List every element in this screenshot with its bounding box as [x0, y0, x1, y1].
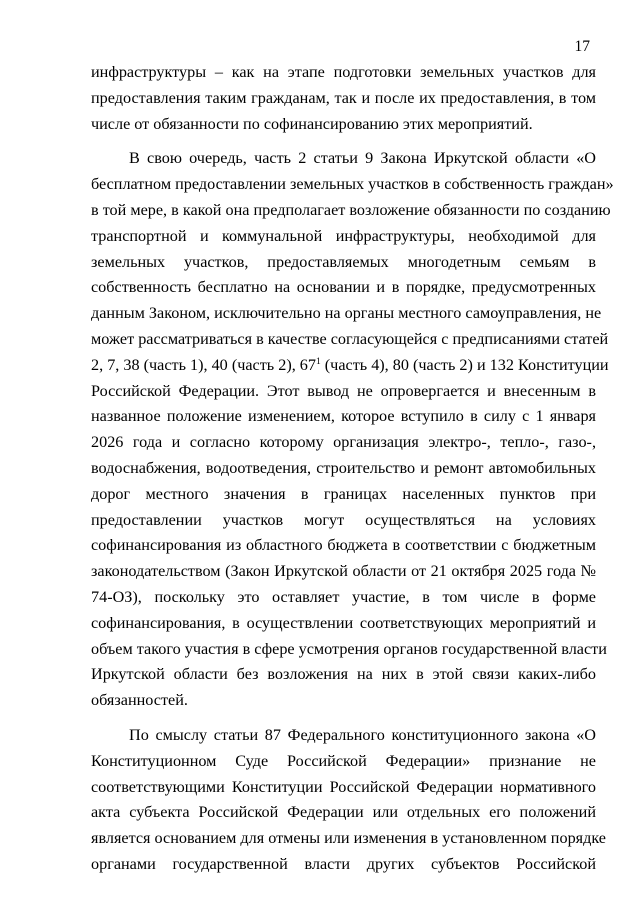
- text-line: обязанностей.: [91, 691, 188, 710]
- document-body: [91, 60, 614, 878]
- text-line: бесплатном предоставлении земельных участков в собственность граждан»: [91, 175, 614, 194]
- text-line: данным Законом, исключительно на органы местного самоуправления, не: [91, 304, 602, 323]
- text-line: является основанием для отмены или изменения в установленном порядке: [91, 829, 606, 848]
- text-segment: (часть 4), 80 (часть 2) и 132 Конституции: [320, 355, 609, 374]
- superscript: 1: [316, 356, 321, 367]
- text-segment: 2, 7, 38 (часть 1), 40 (часть 2), 67: [91, 355, 316, 374]
- text-line: транспортной и коммунальной инфраструктуры, необходимой для: [91, 226, 596, 245]
- text-line: дорог местного значения в границах населенных пунктов при: [91, 484, 596, 503]
- text-line: названное положение изменением, которое вступило в силу с 1 января: [91, 407, 596, 426]
- text-line: собственность бесплатно на основании и в порядке, предусмотренных: [91, 278, 596, 297]
- text-line: органами государственной власти других субъектов Российской: [91, 854, 596, 873]
- text-line: Конституционном Суде Российской Федерации» признание не: [91, 751, 596, 770]
- paragraph-3: [91, 723, 606, 878]
- text-line: софинансирования из областного бюджета в соответствии с бюджетным: [91, 536, 596, 555]
- text-line: числе от обязанности по софинансированию этих мероприятий.: [91, 114, 533, 133]
- text-line: Российской Федерации. Этот вывод не опровергается и внесенным в: [91, 381, 596, 400]
- text-line: земельных участков, предоставляемых многодетным семьям в: [91, 252, 596, 271]
- text-line: предоставлении участков могут осуществляться на условиях: [91, 510, 596, 529]
- text-line: софинансирования, в осуществлении соответствующих мероприятий и: [91, 613, 596, 632]
- text-line: По смыслу статьи 87 Федерального конституционного закона «О: [129, 725, 596, 744]
- paragraph-1: [91, 60, 596, 137]
- text-line: водоснабжения, водоотведения, строительство и ремонт автомобильных: [91, 458, 596, 477]
- text-line: объем такого участия в сфере усмотрения органов государственной власти: [91, 639, 607, 658]
- text-line: акта субъекта Российской Федерации или отдельных его положений: [91, 803, 596, 822]
- text-line: в той мере, в какой она предполагает возложение обязанности по созданию: [91, 200, 611, 219]
- text-line: предоставления таким гражданам, так и после их предоставления, в том: [91, 88, 596, 107]
- text-line: инфраструктуры – как на этапе подготовки земельных участков для: [91, 63, 596, 81]
- text-line: законодательством (Закон Иркутской области от 21 октября 2025 года №: [91, 562, 596, 581]
- text-line: 74-ОЗ), поскольку это оставляет участие, в том числе в форме: [91, 587, 596, 606]
- text-line: 2026 года и согласно которому организация электро-, тепло-, газо-,: [91, 433, 596, 452]
- text-line: В свою очередь, часть 2 статьи 9 Закона Иркутской области «О: [129, 149, 596, 168]
- paragraph-2: [91, 146, 614, 714]
- text-line-with-superscript: [91, 353, 609, 379]
- text-line: может рассматриваться в качестве согласующейся с предписаниями статей: [91, 329, 609, 348]
- text-line: Иркутской области без возложения на них в этой связи каких-либо: [91, 665, 596, 684]
- text-line: соответствующими Конституции Российской Федерации нормативного: [91, 777, 596, 796]
- page-number: 17: [574, 38, 590, 55]
